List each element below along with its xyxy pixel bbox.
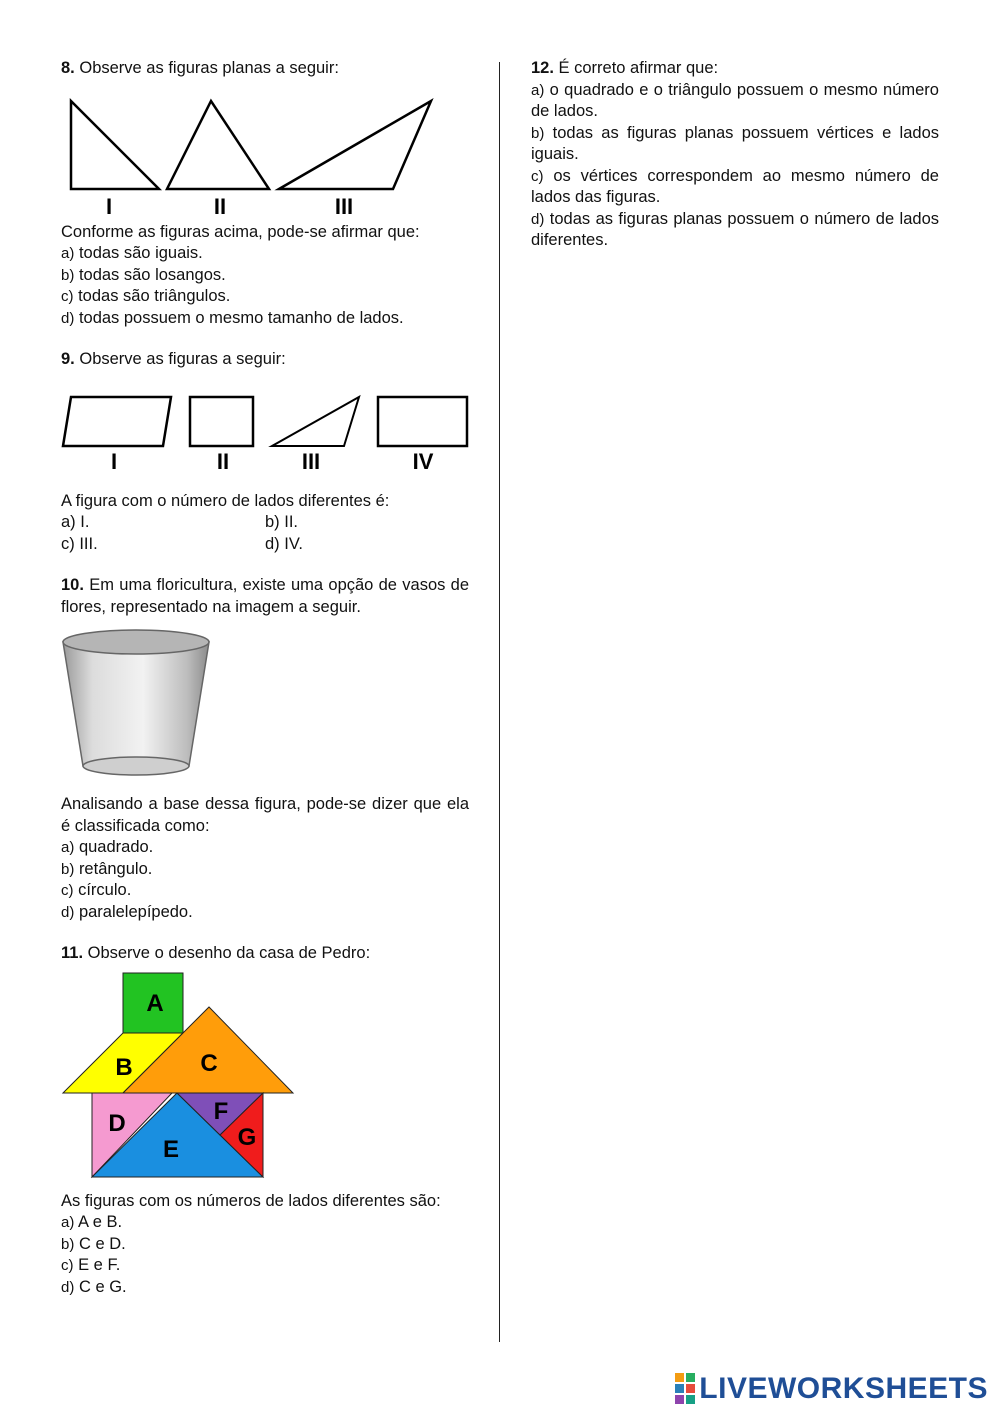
question-11-title: 11. Observe o desenho da casa de Pedro:: [61, 944, 371, 962]
q8-option-d[interactable]: d) todas possuem o mesmo tamanho de lados.: [61, 308, 404, 327]
q9-options-row-2: [61, 534, 469, 556]
question-11: [61, 943, 469, 1298]
q9-shapes-figure: [61, 379, 469, 471]
q8-option-c[interactable]: c) todas são triângulos.: [61, 287, 231, 305]
q11-option-c[interactable]: c) E e F.: [61, 1256, 121, 1274]
piece-e-label: E: [162, 1135, 180, 1163]
question-9-prompt: A figura com o número de lados diferentes é:: [61, 491, 390, 510]
question-12-title: 12. É correto afirmar que:: [531, 59, 719, 77]
label-ii: II: [213, 193, 227, 214]
q12-option-a[interactable]: a) o quadrado e o triângulo possuem o mesmo número de lados.: [531, 80, 939, 120]
label-i: I: [110, 448, 118, 471]
vase-top-rim: [63, 630, 209, 654]
right-column: [531, 58, 939, 252]
left-column: [61, 58, 469, 1298]
liveworksheets-logo[interactable]: [675, 1373, 988, 1404]
question-11-prompt: As figuras com os números de lados diferentes são:: [61, 1191, 441, 1210]
question-10: [61, 575, 469, 923]
question-9-title: 9. Observe as figuras a seguir:: [61, 350, 286, 368]
liveworksheets-logo-icon: [675, 1373, 695, 1404]
q10-option-b[interactable]: b) retângulo.: [61, 859, 153, 878]
vase-body: [63, 642, 209, 766]
label-i: I: [105, 193, 113, 214]
triangle-ii: [167, 101, 269, 189]
square-ii: [190, 397, 253, 446]
question-8: [61, 58, 469, 329]
vase-base: [83, 757, 189, 775]
q11-option-a[interactable]: a) A e B.: [61, 1213, 123, 1231]
rectangle-iv: [378, 397, 467, 446]
parallelogram-i: [63, 397, 171, 446]
triangle-iii: [272, 397, 359, 446]
label-iii: III: [301, 448, 321, 471]
pedro-house-tangram: [61, 969, 301, 1183]
q10-option-a[interactable]: a) quadrado.: [61, 838, 154, 856]
piece-c-label: C: [200, 1049, 218, 1077]
piece-g-label: G: [237, 1123, 257, 1151]
question-10-title: 10. Em uma floricultura, existe uma opção de vasos de flores, representado na imagem a seguir.: [61, 576, 470, 616]
q10-option-d[interactable]: d) paralelepípedo.: [61, 902, 193, 921]
q9-options-row-1: [61, 512, 469, 534]
q12-option-c[interactable]: c) os vértices correspondem ao mesmo número de lados das figuras.: [531, 166, 939, 206]
q12-option-b[interactable]: b) todas as figuras planas possuem vértices e lados iguais.: [531, 123, 939, 163]
q8-triangles-figure: [61, 84, 469, 214]
q10-option-c[interactable]: c) círculo.: [61, 881, 132, 899]
piece-f-label: F: [213, 1097, 229, 1125]
q8-option-b[interactable]: b) todas são losangos.: [61, 265, 226, 284]
question-8-prompt: Conforme as figuras acima, pode-se afirmar que:: [61, 222, 420, 241]
label-iii: III: [334, 193, 354, 214]
flower-vase-figure: [61, 626, 221, 786]
liveworksheets-logo-text: LIVEWORKSHEETS: [699, 1371, 988, 1405]
q11-option-d[interactable]: d) C e G.: [61, 1277, 127, 1296]
q12-option-d[interactable]: d) todas as figuras planas possuem o número de lados diferentes.: [531, 209, 939, 249]
question-10-prompt: Analisando a base dessa figura, pode-se dizer que ela é classificada como:: [61, 795, 469, 835]
triangle-iii: [279, 101, 431, 189]
q9-option-a[interactable]: a) I.: [61, 513, 90, 531]
piece-b-label: B: [115, 1053, 133, 1081]
piece-d-label: D: [108, 1109, 126, 1137]
q11-option-b[interactable]: b) C e D.: [61, 1234, 126, 1253]
q8-option-a[interactable]: a) todas são iguais.: [61, 244, 203, 262]
column-divider: [499, 62, 500, 1342]
question-8-title: 8. Observe as figuras planas a seguir:: [61, 59, 339, 77]
label-iv: IV: [412, 448, 434, 471]
q9-option-b[interactable]: b) II.: [265, 513, 299, 531]
piece-a-label: A: [146, 989, 164, 1017]
label-ii: II: [216, 448, 230, 471]
triangle-i: [71, 101, 159, 189]
question-9: [61, 349, 469, 555]
q9-option-d[interactable]: d) IV.: [265, 534, 303, 553]
question-12: [531, 58, 939, 252]
q9-option-c[interactable]: c) III.: [61, 534, 98, 553]
